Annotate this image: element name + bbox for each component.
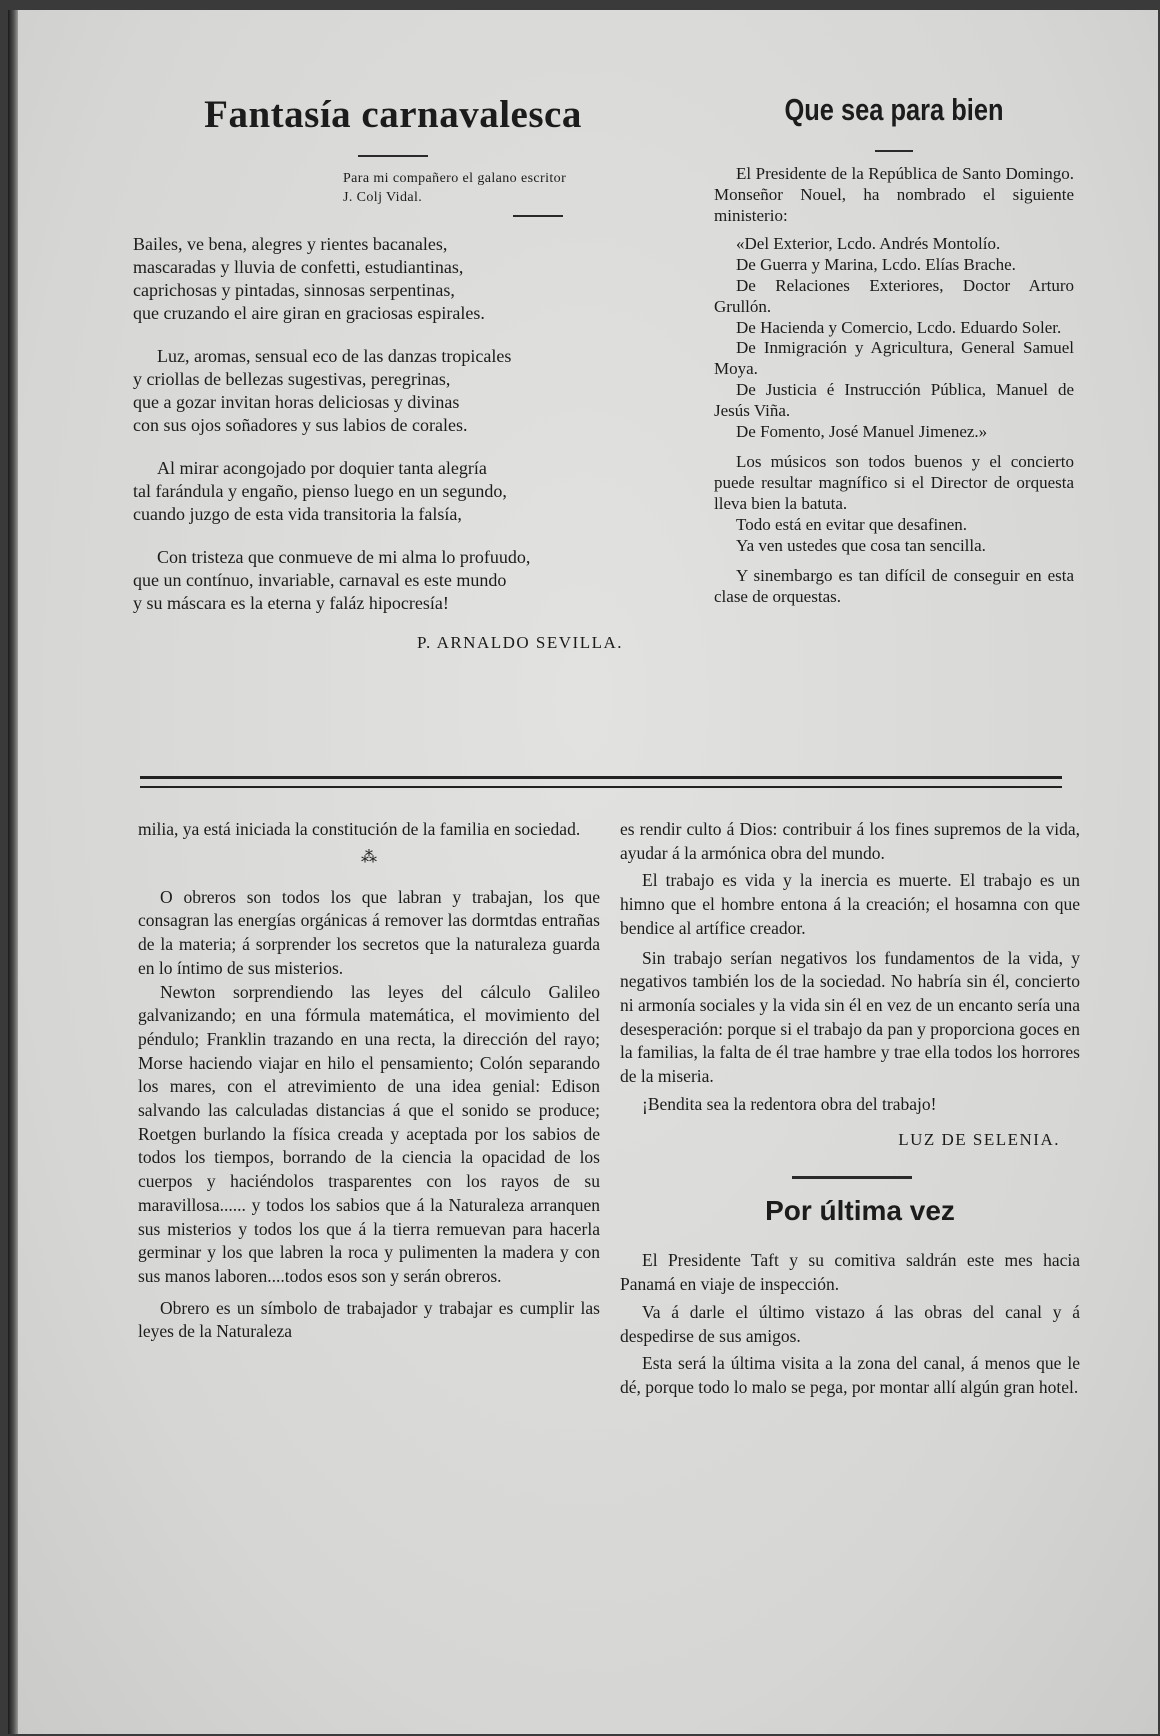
- poem-body: [133, 233, 653, 615]
- stanza-3: Al mirar acongojado por doquier tanta alegría tal farándula y engaño, pienso luego en un segundo, cuando juzgo de esta vida transitoria la falsía,: [133, 458, 507, 524]
- article-opening: milia, ya está iniciada la constitución de la familia en sociedad.: [138, 819, 581, 839]
- article-obreros: milia, ya está iniciada la constitución de la familia en sociedad. ⁂ O obreros son todos los que labran y trabajan, los que consagran las energías orgánicas á remover las dormtdas entrañas de la materia; á sorprender los secretos que la naturaleza guarda en lo íntimo de sus misterios. Newton sorprendiendo las leyes del cálculo Galileo galvanizando; en una fórmula matemática, el movimiento del péndulo; Franklin trazando en una recta, la dirección del rayo; Morse haciendo viajar en hilo el pensamiento; Colón separando los mares, con el atrevimiento de una idea genial: Edison salvando las calculadas distancias á que el sonido se produce; Roetgen burlando la física creada y aceptada por los sabios de todos los tiempos, borrando de la ciencia la opacidad de los cuerpos y haciéndolos trasparentes con los rayos de su maravillosa...... y todos los sabios que á la Naturaleza arranquen sus misterios y todos los que á la tierra remuevan para hacerla germinar y los que labren la roca y pulimenten la madera y con sus manos laboren....todos esos son y serán obreros. Obrero es un símbolo de trabajador y trabajar es cumplir las leyes de la Naturaleza: [138, 819, 600, 1342]
- poem-signature: P. ARNALDO SEVILLA.: [416, 633, 623, 652]
- poem-title: Fantasía carnavalesca: [204, 93, 582, 136]
- stanza-1: Bailes, ve bena, alegres y rientes bacanales, mascaradas y lluvia de confetti, estudiantinas, caprichosas y pintadas, sinnosas serpentinas, que cruzando el aire giran en graciosas espirales.: [133, 234, 485, 323]
- article-por-ultima-vez: El Presidente Taft y su comitiva saldrán este mes hacia Panamá en viaje de inspección. Va á darle el último vistazo á las obras del canal y á despedirse de sus amigos. Esta será la última visita a la zona del canal, á menos que le dé, porque todo lo malo se pega, por montar allí algún gran hotel.: [620, 1250, 1080, 1397]
- dedication-rule: [513, 215, 563, 217]
- section-divider: [140, 776, 1062, 788]
- poem-dedication: Para mi compañero el galano escritor J. Colj Vidal.: [343, 171, 567, 205]
- title-rule: [358, 155, 428, 157]
- poem-fantasia-carnavalesca: [133, 92, 653, 653]
- article-body: El Presidente de la República de Santo Domingo. Monseñor Nouel, ha nombrado el siguiente ministerio: «Del Exterior, Lcdo. Andrés Montolío. De Guerra y Marina, Lcdo. Elías Brache. De Relaciones Exteriores, Doctor Arturo Grullón. De Hacienda y Comercio, Lcdo. Eduardo Soler. De Inmigración y Agricultura, General Samuel Moya. De Justicia é Instrucción Pública, Manuel de Jesús Viña. De Fomento, José Manuel Jimenez.» Los músicos son todos buenos y el concierto puede resultar magnífico si el Director de orquesta lleva bien la batuta. Todo está en evitar que desafinen. Ya ven ustedes que cosa tan sencilla. Y sinembargo es tan difícil de conseguir en esta clase de orquestas.: [714, 164, 1074, 607]
- right-column-bottom: [620, 818, 1080, 1400]
- article-signature: LUZ DE SELENIA.: [898, 1130, 1060, 1150]
- section-rule: [792, 1176, 912, 1179]
- article-title: Que sea para bien: [784, 92, 1004, 127]
- article-que-sea-para-bien: [714, 92, 1074, 608]
- page-binding-edge: [8, 10, 18, 1734]
- article-opening: es rendir culto á Dios: contribuir á los fines supremos de la vida, ayudar á la armónica obra del mundo.: [620, 819, 1080, 863]
- title-rule: [875, 150, 913, 152]
- article-trabajo: es rendir culto á Dios: contribuir á los fines supremos de la vida, ayudar á la armónica obra del mundo. El trabajo es vida y la inercia es muerte. El trabajo es un himno que el hombre entona á la creación; el hosamna con que bendice al artífice creador. Sin trabajo serían negativos los fundamentos de la vida, y negativos también los de la sociedad. No habría sin él, concierto ni armonía sociales y la vida sin él en vez de un encanto sería una desesperación: porque si el trabajo da pan y proporciona goces en la familias, la falta de él trae hambre y trae ella todos los horrores de la miseria. ¡Bendita sea la redentora obra del trabajo!: [620, 819, 1080, 1114]
- asterism-divider: ⁂: [361, 848, 377, 866]
- stanza-4: Con tristeza que conmueve de mi alma lo profuudo, que un contínuo, invariable, carnaval es este mundo y su máscara es la eterna y faláz hipocresía!: [133, 547, 531, 613]
- magazine-page: [8, 10, 1158, 1734]
- stanza-2: Luz, aromas, sensual eco de las danzas tropicales y criollas de bellezas sugestivas, peregrinas, que a gozar invitan horas deliciosas y divinas con sus ojos soñadores y sus labios de corales.: [133, 346, 512, 435]
- article-title-por-ultima-vez: Por última vez: [765, 1195, 955, 1227]
